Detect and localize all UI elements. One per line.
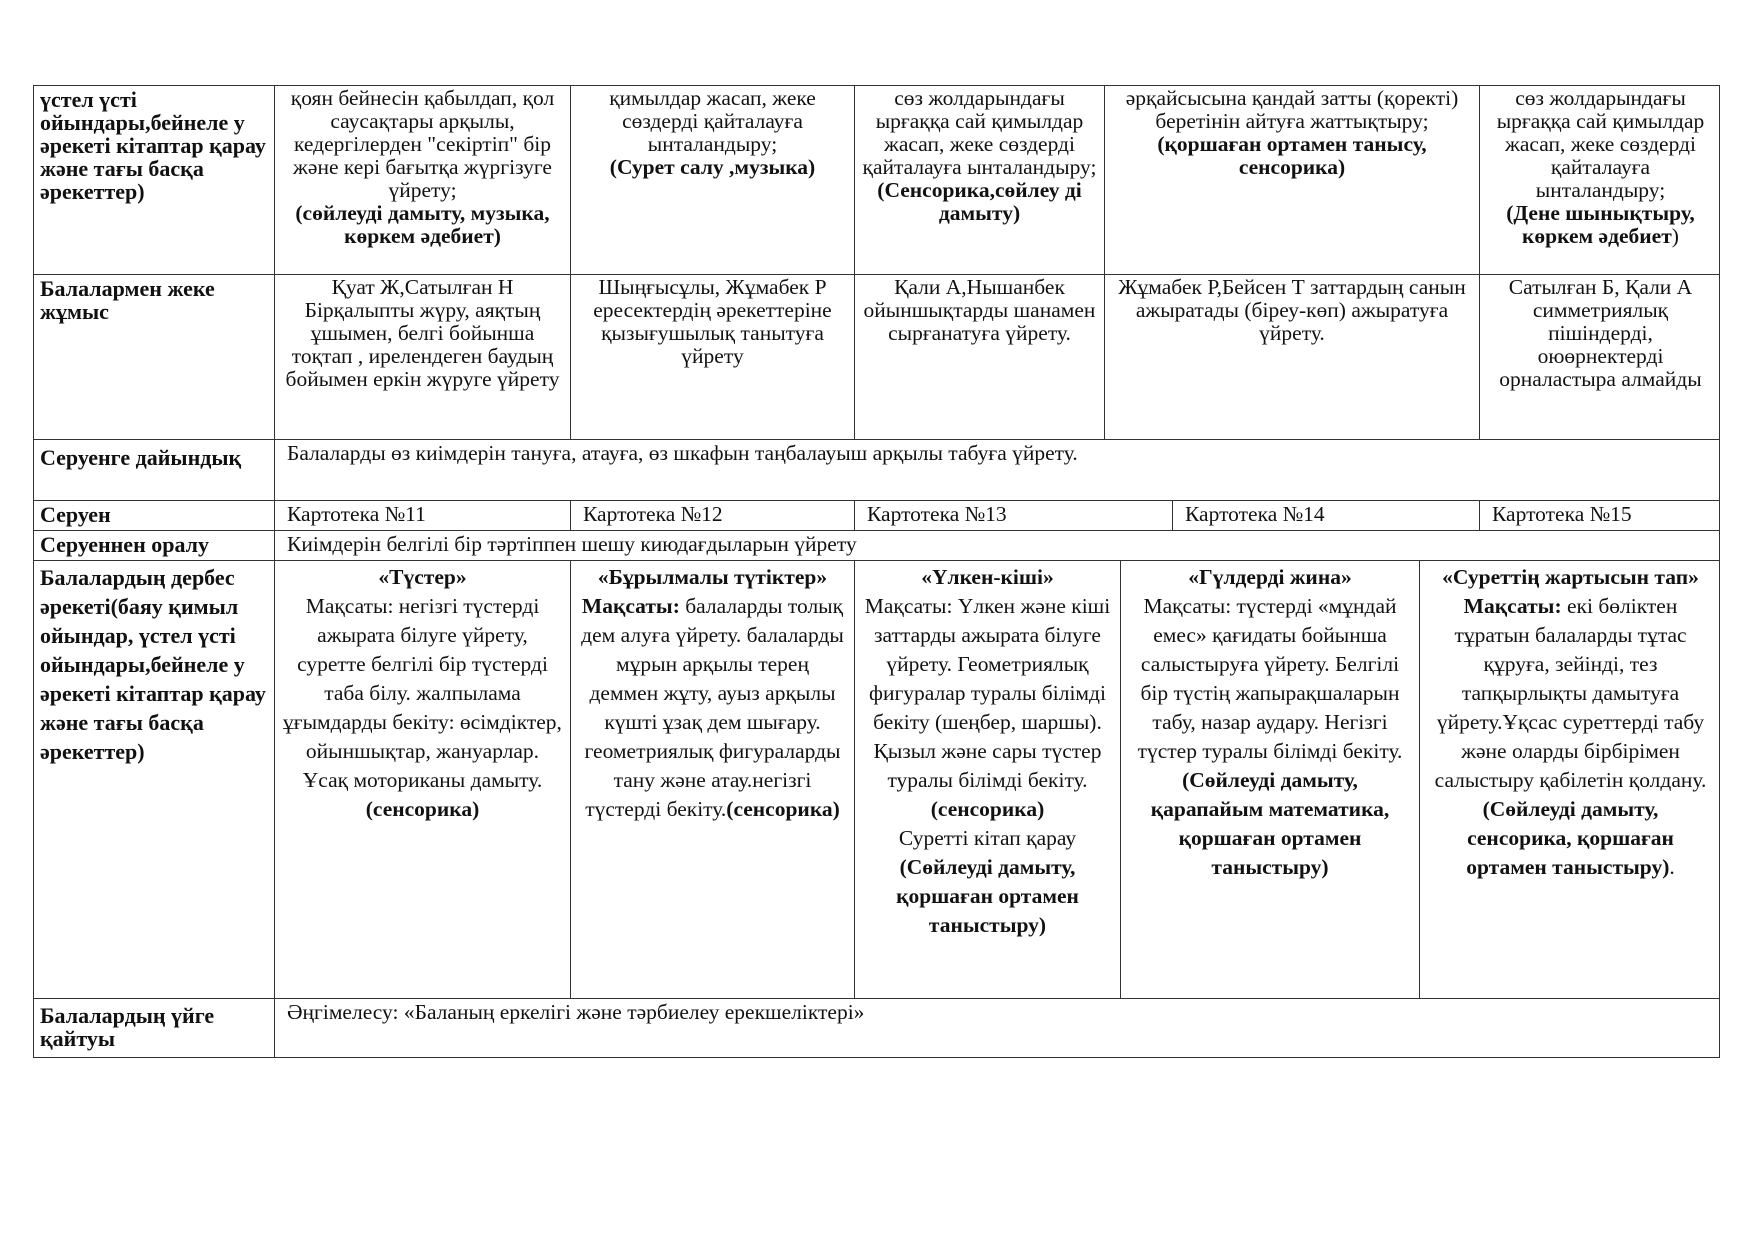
row-label: үстел үсті ойындары,бейнеле у әрекеті кітаптар қарау және тағы басқа әрекеттер) (40, 87, 266, 204)
game-day1 (274, 561, 570, 998)
game-extra: Суретті кітап қарау (898, 826, 1077, 850)
game-title: «Гүлдерді жина» (1188, 565, 1352, 589)
going-home-row (33, 999, 1720, 1058)
goal-label: Мақсаты: (1463, 594, 1562, 618)
row-label: Серуеннен оралу (40, 532, 210, 557)
cell-text: әрқайсысына қандай затты (қоректі) беретінін айтуға жаттықтыру; (1125, 86, 1459, 133)
row-label: Балалардың дербес әрекеті(баяу қимыл ойындар, үстел үсті ойындары,бейнеле у әрекеті кітаптар қарау және тағы басқа әрекеттер) (40, 565, 266, 764)
card-day5: Картотека №15 (1479, 501, 1721, 530)
cell-text: сөз жолдарындағы ырғаққа сай қимылдар жасап, жеке сөздерді қайталауға ынталандыру; (1496, 86, 1705, 202)
cell-subjects: (Дене шынықтыру, көркем әдебиет (1506, 201, 1695, 248)
row-label: Серуенге дайындық (40, 445, 242, 470)
game-goal: балаларды толық дем алуға үйрету. балаларды мұрын арқылы терең деммен жұту, ауыз арқылы күшті ұзақ дем шығару. геометриялық фигураларды тану және атау.негізгі түстерді бекіту. (581, 594, 844, 821)
card-day4: Картотека №14 (1172, 501, 1479, 530)
individual-work-row (33, 275, 1720, 440)
card-day1: Картотека №11 (274, 501, 570, 530)
schedule-table (33, 85, 1720, 1058)
cell-day2 (570, 86, 854, 274)
cell-day3: Қали А,Нышанбек ойыншықтарды шанамен сырғанатуға үйрету. (854, 275, 1104, 439)
activities-continued-row (33, 85, 1720, 275)
game-day4 (1120, 561, 1419, 998)
game-extra-subjects: (Сөйлеуді дамыту, қоршаған ортамен таныстыру) (896, 855, 1079, 937)
game-subjects: (Сөйлеуді дамыту, қарапайым математика, қоршаған ортамен таныстыру) (1150, 768, 1390, 879)
game-goal: Мақсаты: негізгі түстерді ажырата білуге үйрету, суретте белгілі бір түстерді таба білу. жалпылама ұғымдарды бекіту: өсімдіктер, ойыншықтар, жануарлар. Ұсақ моториканы дамыту. (283, 594, 562, 792)
game-subjects: (сенсорика) (726, 797, 840, 821)
row-label: Балалардың үйге қайтуы (40, 1003, 215, 1051)
card-day2: Картотека №12 (570, 501, 854, 530)
cell-text: қимылдар жасап, жеке сөздерді қайталауға ынталандыру; (609, 86, 816, 156)
cell-subjects: (сөйлеуді дамыту, музыка, көркем әдебиет) (295, 201, 550, 248)
cell-day4 (1104, 86, 1479, 274)
game-subjects: (сенсорика) (365, 797, 480, 821)
cell-subjects: (Сенсорика,сөйлеу ді дамыту) (877, 178, 1082, 225)
going-home-text: Әңгімелесу: «Баланың еркелігі және тәрбиелеу ерекшеліктері» (274, 999, 1721, 1057)
game-tail: . (1669, 855, 1675, 879)
walk-row (33, 501, 1720, 531)
cell-day4: Жұмабек Р,Бейсен Т заттардың санын ажыратады (біреу-көп) ажыратуға үйрету. (1104, 275, 1479, 439)
cell-day5: Сатылған Б, Қали А симметриялық пішіндерді, оюөрнектерді орналастыра алмайды (1479, 275, 1721, 439)
cell-text: қоян бейнесін қабылдап, қол саусақтары арқылы, кедергілерден "секіртіп" бір және кері бағытқа жүргізуге үйрету; (290, 86, 555, 202)
row-label: Серуен (40, 502, 111, 527)
cell-day3 (854, 86, 1104, 274)
game-subjects: (Сөйлеуді дамыту, сенсорика, қоршаған ортамен таныстыру) (1466, 797, 1674, 879)
game-title: «Суреттің жартысын тап» (1442, 565, 1699, 589)
row-label: Балалармен жеке жұмыс (40, 276, 215, 324)
game-title: «Түстер» (378, 565, 467, 589)
return-row (33, 531, 1720, 561)
return-text: Киімдерін белгілі бір тәртіппен шешу киюдағдыларын үйрету (274, 531, 1721, 560)
card-day3: Картотека №13 (854, 501, 1172, 530)
game-subjects: (сенсорика) (930, 797, 1045, 821)
cell-subjects: (қоршаған ортамен танысу, сенсорика) (1157, 132, 1427, 179)
cell-day1 (274, 86, 570, 274)
game-goal: Мақсаты: түстерді «мұндай емес» қағидаты бойынша салыстыруға үйрету. Белгілі бір түстің жапырақшаларын табу, назар аудару. Негізгі түстер туралы білімді бекіту. (1137, 594, 1403, 763)
independent-activity-row (33, 561, 1720, 999)
cell-text: сөз жолдарындағы ырғаққа сай қимылдар жасап, жеке сөздерді қайталауға ынталандыру; (862, 86, 1097, 179)
cell-tail: ) (1671, 224, 1679, 248)
walk-prep-row (33, 440, 1720, 501)
game-day2 (570, 561, 854, 998)
game-day5 (1419, 561, 1721, 998)
game-title: «Үлкен-кіші» (921, 565, 1054, 589)
cell-subjects: (Сурет салу ,музыка) (609, 155, 816, 179)
game-goal: екі бөліктен тұратын балаларды тұтас құруға, зейінді, тез тапқырлықты дамытуға үйрету.Ұқсас суреттерді табу және оларды бірбірімен салыстыру қабілетін қолдану. (1434, 594, 1707, 792)
game-day3 (854, 561, 1120, 998)
cell-day1: Қуат Ж,Сатылған Н Бірқалыпты жүру, аяқтың ұшымен, белгі бойынша тоқтап , ирелендеген баудың бойымен еркін жүруге үйрету (274, 275, 570, 439)
walk-prep-text: Балаларды өз киімдерін тануға, атауға, өз шкафын таңбалауыш арқылы табуға үйрету. (274, 440, 1721, 500)
cell-day5 (1479, 86, 1721, 274)
cell-day2: Шыңғысұлы, Жұмабек Р ересектердің әрекеттеріне қызығушылық танытуға үйрету (570, 275, 854, 439)
goal-label: Мақсаты: (581, 594, 680, 618)
game-title: «Бұрылмалы түтіктер» (597, 565, 828, 589)
game-goal: Мақсаты: Үлкен және кіші заттарды ажырата білуге үйрету. Геометриялық фигуралар туралы білімді бекіту (шеңбер, шаршы). Қызыл және сары түстер туралы білімді бекіту. (864, 594, 1111, 792)
